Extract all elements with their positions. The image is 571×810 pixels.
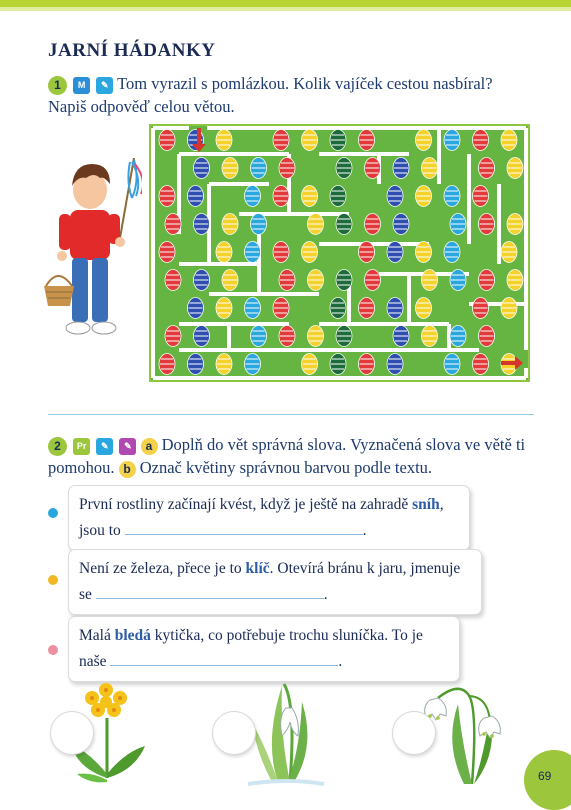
riddle-2-color-dot	[48, 575, 58, 585]
answer-blank-1[interactable]	[125, 518, 363, 535]
riddle-2-box	[68, 549, 482, 615]
task-number-badge: 2	[48, 437, 67, 456]
science-subject-icon: Pr	[73, 438, 90, 455]
riddle-3-box	[68, 616, 460, 682]
top-color-bar-light	[0, 7, 571, 11]
riddle-end: .	[362, 522, 367, 539]
riddle-keyword: sníh	[412, 496, 440, 513]
task-2b-text: Označ květiny správnou barvou podle textu.	[139, 458, 433, 477]
boy-with-whip-illustration	[42, 158, 142, 338]
riddle-keyword: klíč	[245, 560, 270, 577]
riddle-1-color-dot	[48, 508, 58, 518]
pencil-icon: ✎	[96, 438, 113, 455]
task-2-instruction	[48, 433, 538, 479]
riddle-text: . Otevírá bránu k jaru, jmenuje se	[79, 560, 461, 603]
part-b-badge: b	[119, 461, 136, 478]
riddle-text: Malá	[79, 627, 115, 644]
riddle-text: Není ze železa, přece je to	[79, 560, 246, 577]
riddle-text: kytička, co potřebuje trochu sluníčka. To je naše	[79, 627, 423, 670]
pencil-icon: ✎	[96, 77, 113, 94]
color-answer-circle-3[interactable]	[392, 711, 436, 755]
riddle-end: .	[338, 653, 343, 670]
task-2a-text: Doplň do vět správná slova. Vyznačená slova ve větě ti pomohou.	[48, 435, 526, 477]
coloring-pencil-icon: ✎	[119, 438, 136, 455]
color-answer-circle-2[interactable]	[212, 711, 256, 755]
page-number-badge	[524, 750, 571, 810]
top-color-bar	[0, 0, 571, 7]
task-number-badge: 1	[48, 76, 67, 95]
riddle-end: .	[323, 586, 328, 603]
easter-egg-maze	[149, 124, 530, 382]
math-subject-icon: M	[73, 77, 90, 94]
task-1-instruction	[48, 72, 518, 118]
riddle-text: První rostliny začínají kvést, když je ještě na zahradě	[79, 496, 413, 513]
riddle-text: , jsou to	[79, 496, 444, 539]
answer-blank-2[interactable]	[96, 582, 324, 599]
answer-blank-3[interactable]	[110, 649, 338, 666]
color-answer-circle-1[interactable]	[50, 711, 94, 755]
part-a-badge: a	[141, 438, 158, 455]
page-number: 69	[538, 769, 552, 783]
task-1-text: Tom vyrazil s pomlázkou. Kolik vajíček cestou nasbíral? Napiš odpověď celou větou.	[48, 74, 493, 116]
riddle-3-color-dot	[48, 645, 58, 655]
riddle-keyword: bledá	[114, 627, 151, 644]
section-divider	[48, 414, 534, 415]
riddle-1-box	[68, 485, 470, 551]
page-title: JARNÍ HÁDANKY	[48, 40, 216, 61]
